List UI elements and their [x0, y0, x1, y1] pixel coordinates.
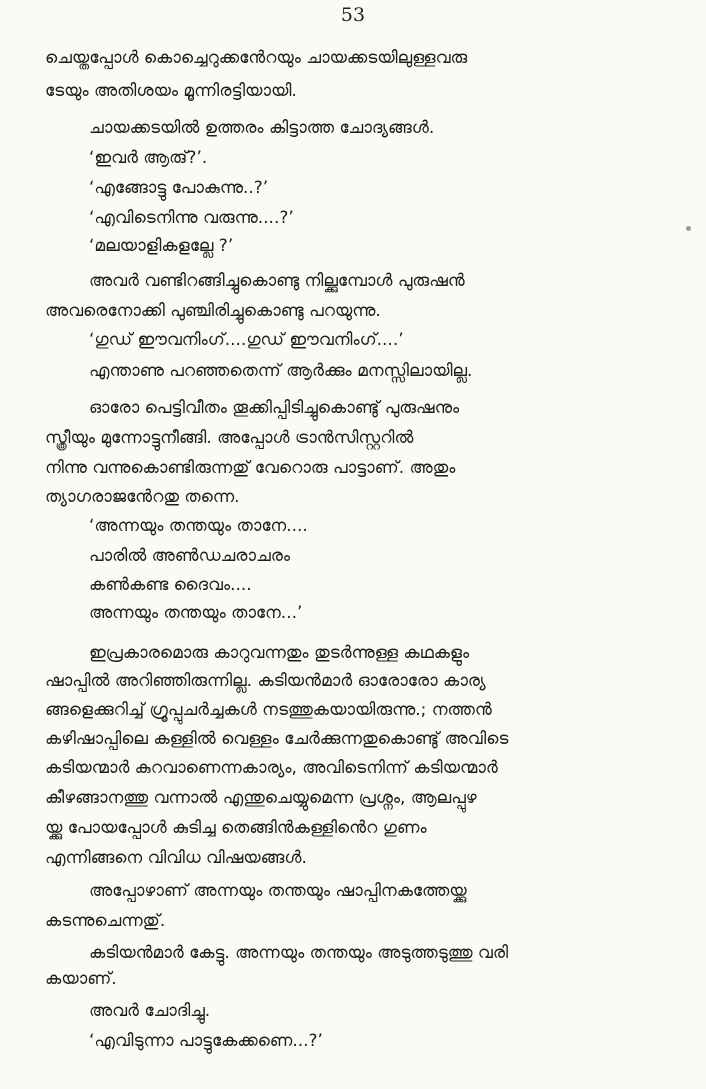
text-line: ‘മലയാളികളല്ലേ ?’ — [89, 236, 234, 256]
text-line: എന്നിങ്ങനെ വിവിധ വിഷയങ്ങൾ. — [45, 848, 307, 868]
ink-speck — [686, 226, 691, 231]
text-line: അപ്പോഴാണ് അന്നയും തന്തയും ഷാപ്പിനകത്തേയ്ക്കു — [89, 881, 467, 901]
text-line: ടേയും അതിശയം മൂന്നിരട്ടിയായി. — [45, 81, 297, 101]
song-line: ‘അന്നയും തന്തയും താനേ.... — [89, 516, 308, 536]
text-line: നിന്നു വന്നുകൊണ്ടിരുന്നതു് വേറൊരു പാട്ടാണ്. അതും — [45, 458, 456, 478]
text-line: സ്ത്രീയും മുന്നോട്ടുനീങ്ങി. അപ്പോൾ ട്രാൻസിസ്റ്ററിൽ — [45, 428, 414, 448]
song-line: പാരിൽ അൺഡചരാചരം — [89, 546, 291, 566]
text-line: അവർ ചോദിച്ചു. — [89, 1001, 211, 1021]
text-line: ചായക്കടയിൽ ഉത്തരം കിട്ടാത്ത ചോദ്യങ്ങൾ. — [89, 118, 435, 138]
text-line: കയാണ്. — [45, 969, 117, 989]
text-line: അവരെനോക്കി പുഞ്ചിരിച്ചുകൊണ്ടു പറയുന്നു. — [45, 301, 381, 321]
text-line: ഓരോ പെട്ടിവീതം തൂക്കിപ്പിടിച്ചുകൊണ്ടു് പുരുഷനും — [89, 398, 460, 418]
text-line: ‘ഗുഡ് ഈവനിംഗ്....ഗുഡ് ഈവനിംഗ്....’ — [89, 330, 404, 350]
song-line: കൺകണ്ട ദൈവം.... — [89, 575, 252, 595]
text-line: ഇപ്രകാരമൊരു കാറുവന്നതും തുടർന്നുള്ള കഥകളും — [89, 643, 470, 663]
text-line: ‘എവിടെനിന്നു വരുന്നു....?’ — [89, 208, 294, 228]
text-line: ‘എവിടുന്നാ പാട്ടുകേക്കണെ...?’ — [89, 1031, 323, 1051]
text-line: ചെയ്തപ്പോൾ കൊച്ചെറുക്കൻേറയും ചായക്കടയിലുള്ളവരു — [45, 48, 468, 68]
text-line: ങ്ങളെക്കുറിച്ച് ഗ്രൂപ്പുചർച്ചകൾ നടത്തുകയായിരുന്നു.; നത്തൻ — [45, 700, 492, 720]
text-line: കഴിഷാപ്പിലെ കള്ളിൽ വെള്ളം ചേർക്കുന്നതുകൊണ്ടു് അവിടെ — [45, 729, 509, 749]
song-line: അന്നയും തന്തയും താനേ...’ — [89, 603, 303, 623]
text-line: ‘ഇവർ ആരു്?’. — [89, 148, 208, 168]
text-line: കടിയന്മാർ കുറവാണെന്നകാര്യം, അവിടെനിന്ന് കടിയന്മാർ — [45, 758, 498, 778]
text-line: കീഴങ്ങാനത്തു വന്നാൽ എന്തുചെയ്യുമെന്ന പ്രശ്നം, ആലപ്പുഴ — [45, 788, 477, 808]
text-line: യ്ക്കു പോയപ്പോൾ കുടിച്ച തെങ്ങിൻകള്ളിൻെറ ഗുണം — [45, 818, 427, 838]
page-number: 53 — [340, 4, 366, 26]
text-line: അവർ വണ്ടിറങ്ങിച്ചുകൊണ്ടു നില്ക്കുമ്പോൾ പുരുഷൻ — [89, 271, 465, 291]
text-line: ത്യാഗരാജൻേറതു തന്നെ. — [45, 487, 240, 507]
text-line: ‘എങ്ങോട്ടു പോകുന്നു..?’ — [89, 178, 269, 198]
text-line: കടിയൻമാർ കേട്ടു. അന്നയും തന്തയും അടുത്തടുത്തു വരി — [89, 943, 509, 963]
text-line: എന്താണു പറഞ്ഞതെന്ന് ആർക്കും മനസ്സിലായില്ല. — [89, 361, 473, 381]
text-line: ഷാപ്പിൽ അറിഞ്ഞിരുന്നില്ല. കടിയൻമാർ ഓരോരോ കാര്യ — [45, 671, 486, 691]
text-line: കടന്നുചെന്നതു്. — [45, 911, 166, 931]
